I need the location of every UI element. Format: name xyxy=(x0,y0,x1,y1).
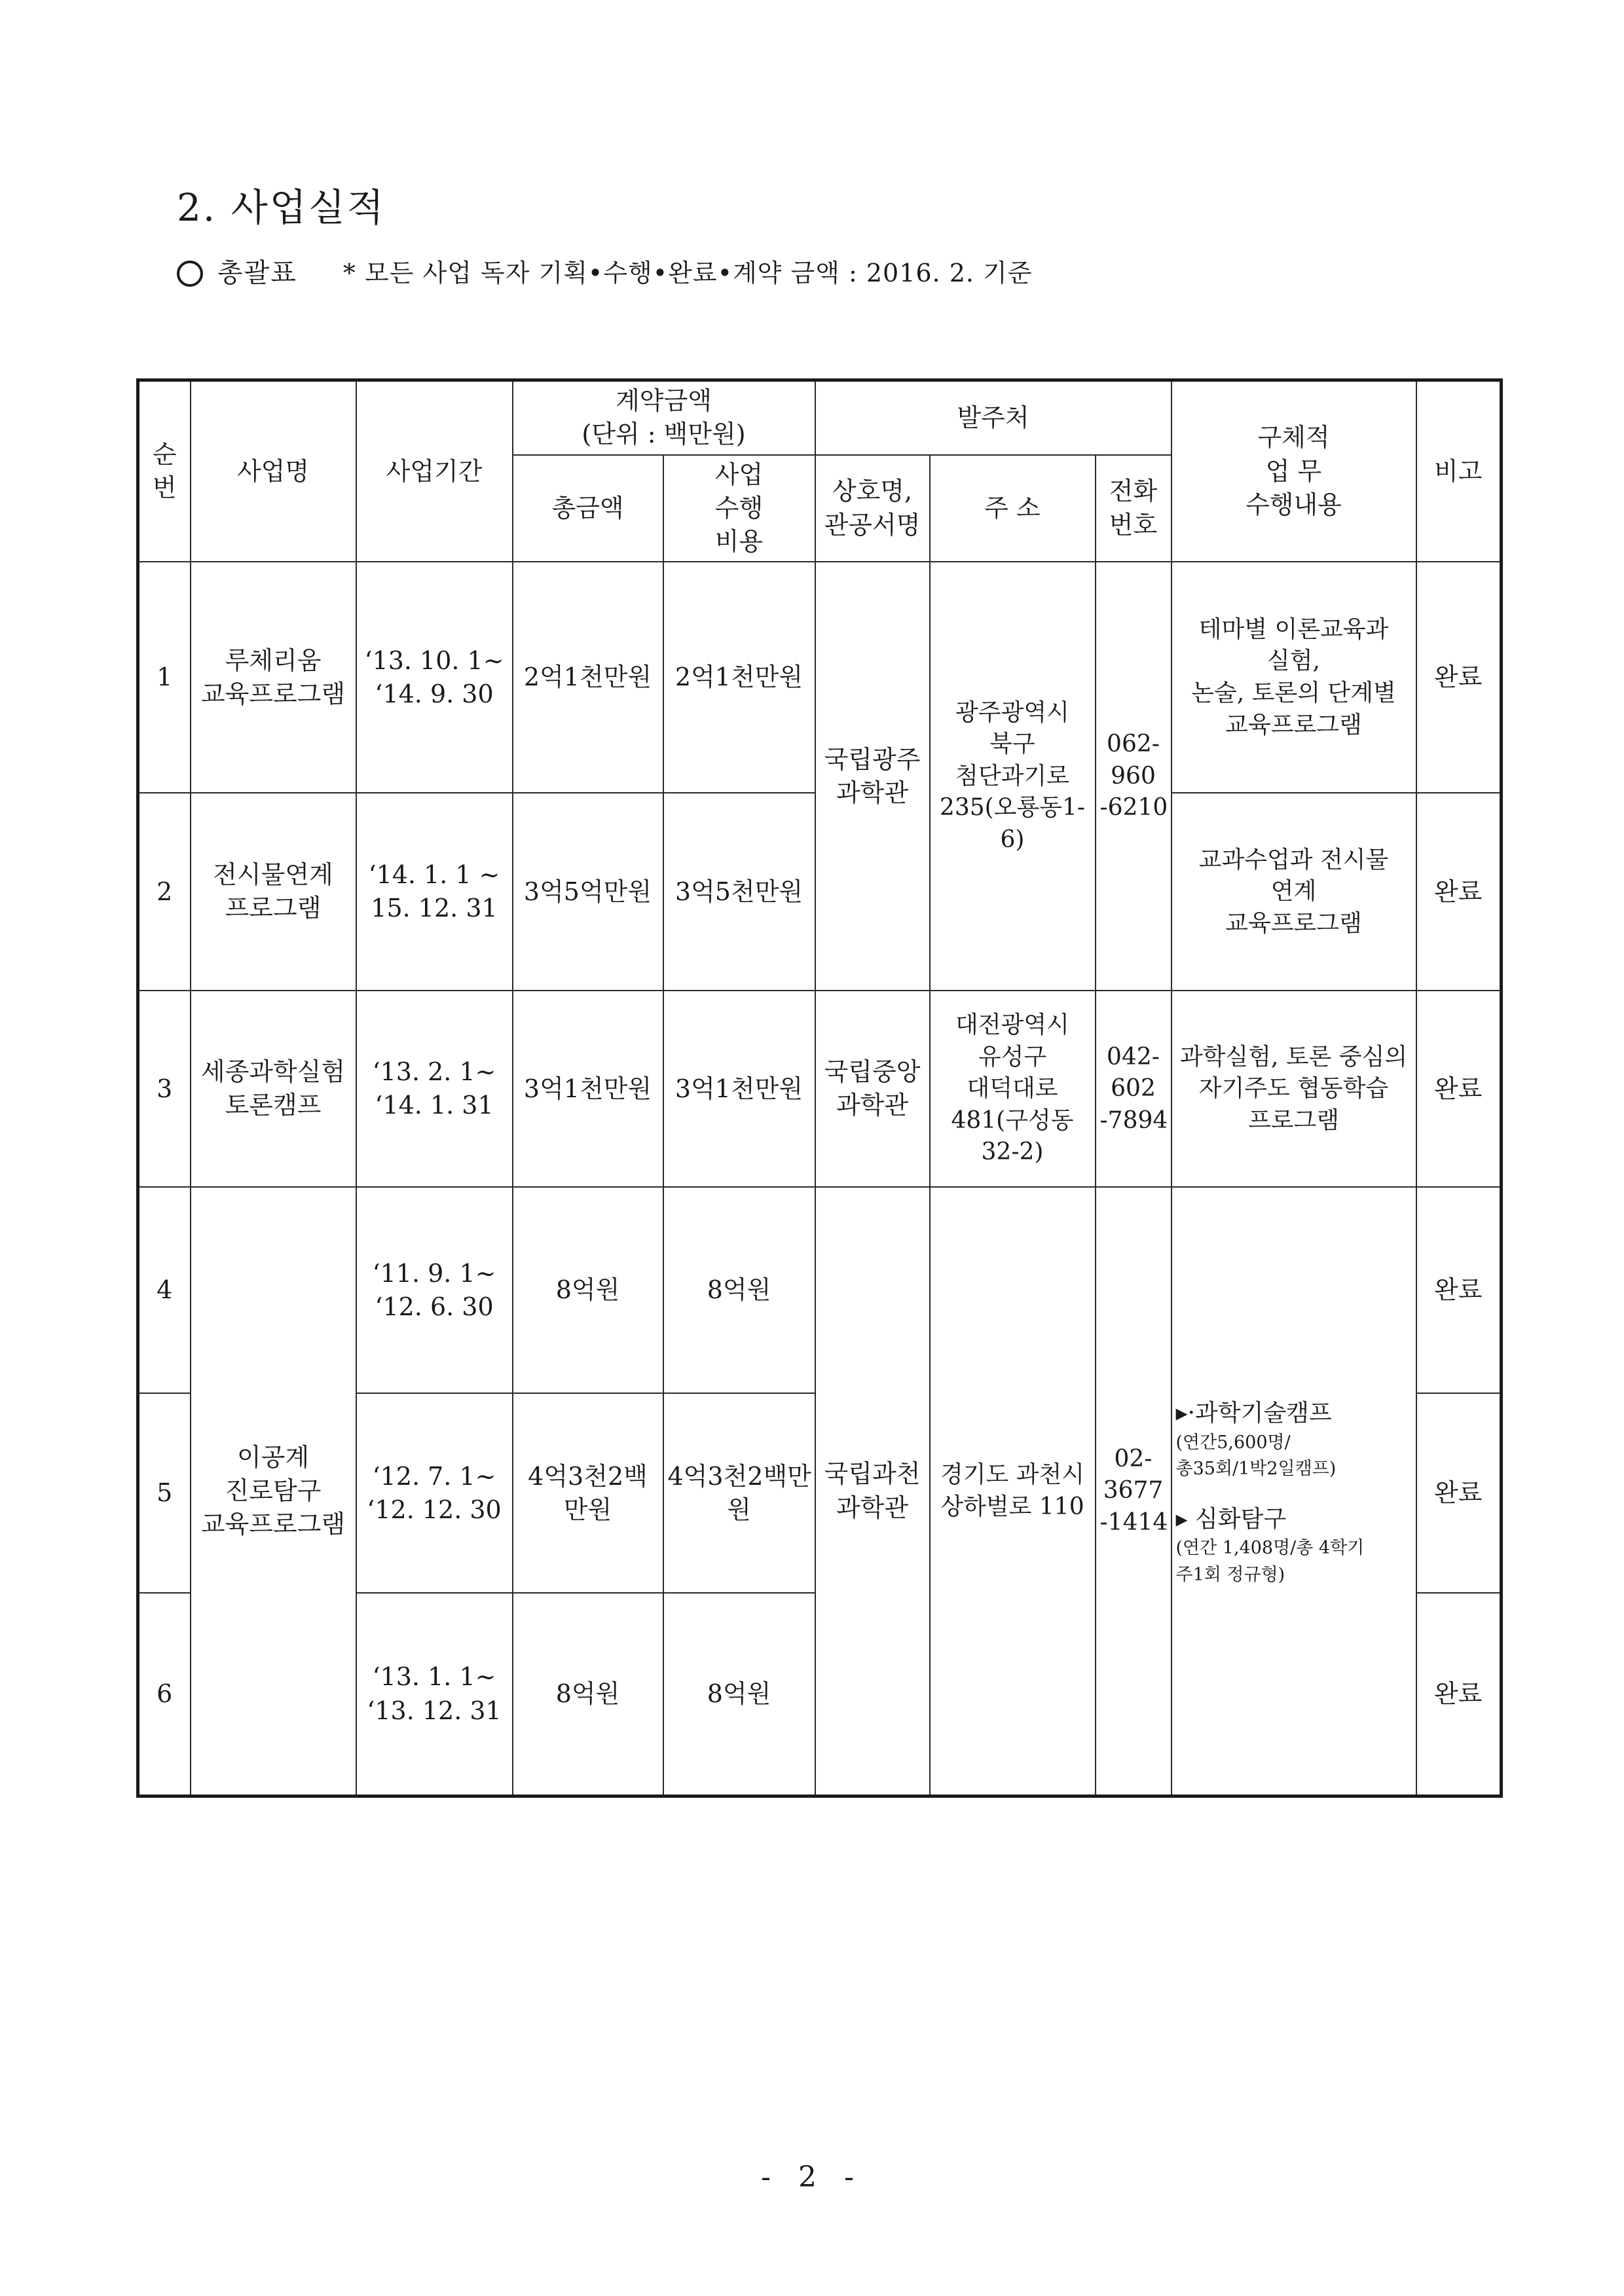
row-cost: 3억1천만원 xyxy=(663,991,815,1187)
row-remark: 완료 xyxy=(1416,991,1502,1187)
row-phone: 062-960 -6210 xyxy=(1096,562,1172,991)
header-phone: 전화 번호 xyxy=(1096,455,1172,562)
row-no: 2 xyxy=(138,793,191,991)
row-total: 4억3천2백 만원 xyxy=(513,1393,663,1593)
row-name: 루체리움 교육프로그램 xyxy=(191,562,356,793)
table-row xyxy=(138,991,1502,1187)
row-cost: 3억5천만원 xyxy=(663,793,815,991)
row-name: 세종과학실험 토론캠프 xyxy=(191,991,356,1187)
row-total: 8억원 xyxy=(513,1187,663,1393)
row-remark: 완료 xyxy=(1416,562,1502,793)
inquiry-item: ▸ 심화탐구 xyxy=(1175,1505,1287,1533)
row-client-name: 국립과천 과학관 xyxy=(815,1187,930,1796)
row-remark: 완료 xyxy=(1416,1187,1502,1393)
row-phone: 02-3677 -1414 xyxy=(1096,1187,1172,1796)
row-period: ‘13. 10. 1~ ‘14. 9. 30 xyxy=(356,562,513,793)
camp-item: ▸·과학기술캠프 xyxy=(1175,1400,1332,1427)
header-client: 발주처 xyxy=(815,380,1172,455)
row-no: 4 xyxy=(138,1187,191,1393)
summary-label: 총괄표 xyxy=(217,258,297,288)
row-remark: 완료 xyxy=(1416,1393,1502,1593)
header-row-1 xyxy=(138,380,1502,455)
row-name: 전시물연계 프로그램 xyxy=(191,793,356,991)
row-tasks: 과학실험, 토론 중심의 자기주도 협동학습 프로그램 xyxy=(1172,991,1416,1187)
inquiry-detail: (연간 1,408명/총 4학기 주1회 정규형) xyxy=(1175,1538,1365,1585)
row-address: 경기도 과천시 상하벌로 110 xyxy=(930,1187,1096,1796)
row-cost: 4억3천2백만 원 xyxy=(663,1393,815,1593)
row-remark: 완료 xyxy=(1416,793,1502,991)
row-client-name: 국립광주 과학관 xyxy=(815,562,930,991)
row-tasks xyxy=(1172,1187,1416,1796)
header-remark: 비고 xyxy=(1416,380,1502,562)
row-total: 2억1천만원 xyxy=(513,562,663,793)
row-period: ‘13. 1. 1~ ‘13. 12. 31 xyxy=(356,1593,513,1796)
header-name: 사업명 xyxy=(191,380,356,562)
header-period: 사업기간 xyxy=(356,380,513,562)
row-no: 3 xyxy=(138,991,191,1187)
page-number: - 2 - xyxy=(761,2160,863,2194)
row-address: 대전광역시 유성구 대덕대로 481(구성동 32-2) xyxy=(930,991,1096,1187)
header-contract-amount: 계약금액 (단위 : 백만원) xyxy=(513,380,815,455)
row-remark: 완료 xyxy=(1416,1593,1502,1796)
row-cost: 8억원 xyxy=(663,1593,815,1796)
row-total: 8억원 xyxy=(513,1593,663,1796)
header-client-name: 상호명, 관공서명 xyxy=(815,455,930,562)
header-tasks: 구체적 업 무 수행내용 xyxy=(1172,380,1416,562)
row-name: 이공계 진로탐구 교육프로그램 xyxy=(191,1187,356,1796)
summary-line xyxy=(177,252,1032,289)
header-total: 총금액 xyxy=(513,455,663,562)
table-row xyxy=(138,562,1502,793)
camp-detail: (연간5,600명/총35회/1박2일캠프) xyxy=(1175,1432,1337,1480)
basis-note: * 모든 사업 독자 기획•수행•완료•계약 금액 : 2016. 2. 기준 xyxy=(342,259,1033,287)
header-exec-cost: 사업 수행 비용 xyxy=(663,455,815,562)
header-no: 순 번 xyxy=(138,380,191,562)
row-cost: 2억1천만원 xyxy=(663,562,815,793)
circle-bullet-icon xyxy=(177,261,203,287)
row-period: ‘14. 1. 1 ~ 15. 12. 31 xyxy=(356,793,513,991)
row-no: 5 xyxy=(138,1393,191,1593)
section-heading: 2. 사업실적 xyxy=(177,185,386,230)
row-client-name: 국립중앙 과학관 xyxy=(815,991,930,1187)
row-period: ‘11. 9. 1~ ‘12. 6. 30 xyxy=(356,1187,513,1393)
row-no: 6 xyxy=(138,1593,191,1796)
performance-table xyxy=(136,378,1503,1798)
row-phone: 042-602 -7894 xyxy=(1096,991,1172,1187)
row-period: ‘12. 7. 1~ ‘12. 12. 30 xyxy=(356,1393,513,1593)
row-tasks: 교과수업과 전시물 연계 교육프로그램 xyxy=(1172,793,1416,991)
row-cost: 8억원 xyxy=(663,1187,815,1393)
header-address: 주 소 xyxy=(930,455,1096,562)
row-period: ‘13. 2. 1~ ‘14. 1. 31 xyxy=(356,991,513,1187)
row-tasks: 테마별 이론교육과 실험, 논술, 토론의 단계별 교육프로그램 xyxy=(1172,562,1416,793)
row-address: 광주광역시 북구 첨단과기로 235(오룡동1-6) xyxy=(930,562,1096,991)
row-total: 3억1천만원 xyxy=(513,991,663,1187)
table-row xyxy=(138,1187,1502,1393)
row-total: 3억5억만원 xyxy=(513,793,663,991)
row-no: 1 xyxy=(138,562,191,793)
